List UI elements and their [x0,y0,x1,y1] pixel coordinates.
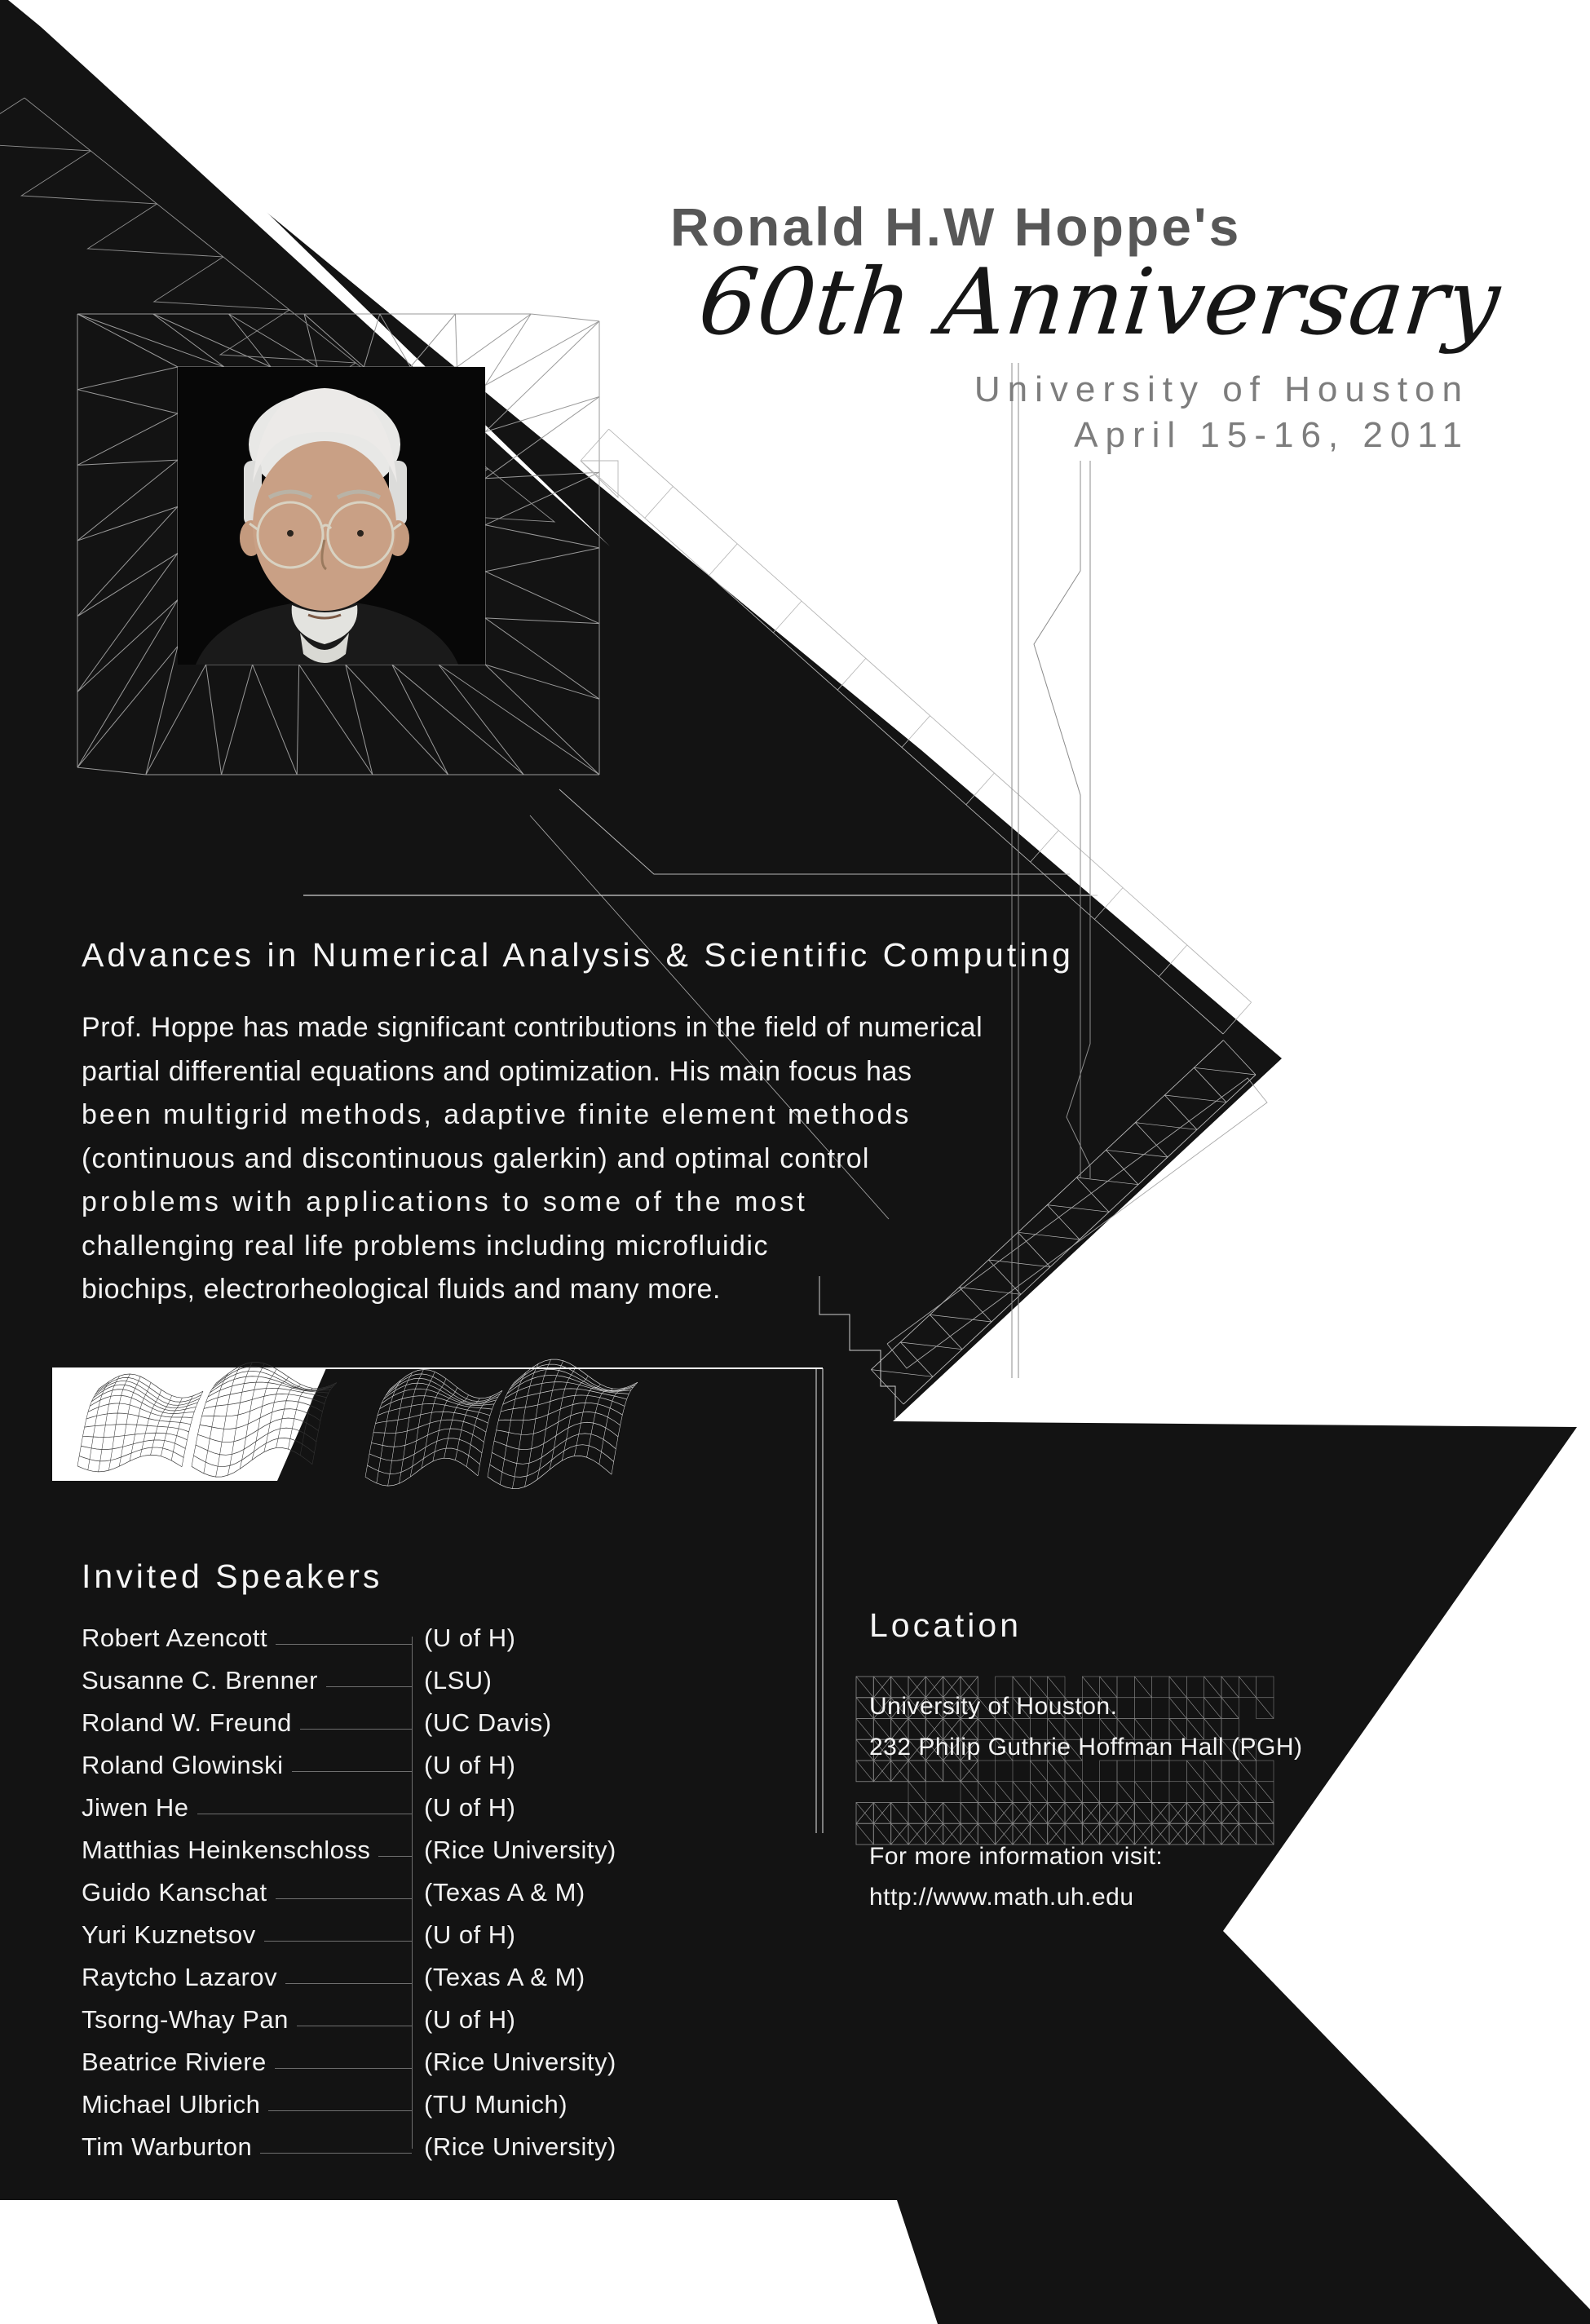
about-line: problems with applications to some of the most [82,1186,808,1217]
speaker-affiliation: (Texas A & M) [424,1963,585,1991]
speaker-row [82,2003,412,2037]
leader-line [378,1856,412,1857]
speaker-affiliation: (U of H) [424,1793,516,1822]
leader-line [260,2153,412,2154]
speaker-affiliation: (Rice University) [424,2048,616,2076]
speaker-name: Tsorng-Whay Pan [82,2005,289,2034]
organization: University of Houston [974,369,1469,409]
section-heading-speakers: Invited Speakers [82,1557,383,1595]
speaker-affiliation: (Rice University) [424,1836,616,1864]
leader-line [276,1644,412,1645]
speaker-affiliation: (Rice University) [424,2132,616,2161]
info-url: http://www.math.uh.edu [869,1884,1134,1911]
speaker-row [82,1748,412,1783]
speaker-row [82,1960,412,1995]
leader-line [326,1686,412,1687]
section-heading-advances: Advances in Numerical Analysis & Scientific Computing [82,936,1074,974]
speaker-name: Susanne C. Brenner [82,1666,318,1694]
speaker-name: Matthias Heinkenschloss [82,1836,371,1864]
leader-line [275,2068,412,2069]
speaker-affiliation: (LSU) [424,1666,492,1694]
speaker-name: Beatrice Riviere [82,2048,267,2076]
speaker-row [82,1918,412,1952]
speaker-name: Robert Azencott [82,1624,268,1652]
speaker-row [82,2130,412,2164]
speaker-name: Yuri Kuznetsov [82,1920,256,1949]
speaker-affiliation: (U of H) [424,2005,516,2034]
leader-line [285,1983,412,1984]
location-info [869,1836,1163,1918]
speaker-affiliation: (UC Davis) [424,1708,552,1737]
speaker-row [82,1833,412,1867]
leader-line [264,1941,412,1942]
leader-line [300,1729,412,1730]
speaker-name: Raytcho Lazarov [82,1963,278,1991]
speaker-name: Michael Ulbrich [82,2090,261,2119]
about-line: Prof. Hoppe has made significant contributions in the field of numerical [82,1012,983,1043]
about-paragraph [82,1006,983,1312]
speaker-affiliation: (U of H) [424,1751,516,1779]
speaker-name: Jiwen He [82,1793,189,1822]
location-address [869,1686,1303,1768]
speaker-row [82,1663,412,1698]
leader-line [292,1771,413,1772]
portrait-photo [178,367,485,665]
leader-line [268,2110,412,2111]
speaker-connector-line [412,1637,413,2149]
info-label: For more information visit: [869,1843,1164,1870]
about-line: (continuous and discontinuous galerkin) and optimal control [82,1142,870,1174]
address-line: University of Houston. [869,1693,1118,1720]
about-line: biochips, electrorheological fluids and many more. [82,1274,722,1305]
speaker-affiliation: (TU Munich) [424,2090,568,2119]
speaker-name: Roland Glowinski [82,1751,284,1779]
speaker-affiliation: (U of H) [424,1920,516,1949]
leader-line [276,1898,412,1899]
about-line: partial differential equations and optimization. His main focus has [82,1055,912,1087]
speaker-row [82,1706,412,1740]
speaker-affiliation: (Texas A & M) [424,1878,585,1906]
speaker-name: Tim Warburton [82,2132,253,2161]
poster-title: Ronald H.W Hoppe's [670,197,1242,257]
speaker-row [82,2088,412,2122]
speaker-row [82,1791,412,1825]
speaker-row [82,1621,412,1655]
speaker-row [82,1876,412,1910]
speaker-row [82,2045,412,2079]
speaker-name: Roland W. Freund [82,1708,292,1737]
address-line: 232 Philip Guthrie Hoffman Hall (PGH) [869,1734,1303,1761]
about-line: challenging real life problems including microfluidic [82,1230,769,1261]
event-dates: April 15-16, 2011 [1074,415,1469,455]
speaker-affiliation: (U of H) [424,1624,516,1652]
poster-subtitle-anniversary: 60th Anniversary [694,250,1505,356]
section-heading-location: Location [869,1606,1022,1644]
about-line: been multigrid methods, adaptive finite element methods [82,1099,912,1130]
speaker-name: Guido Kanschat [82,1878,267,1906]
organization-and-dates [974,367,1469,458]
